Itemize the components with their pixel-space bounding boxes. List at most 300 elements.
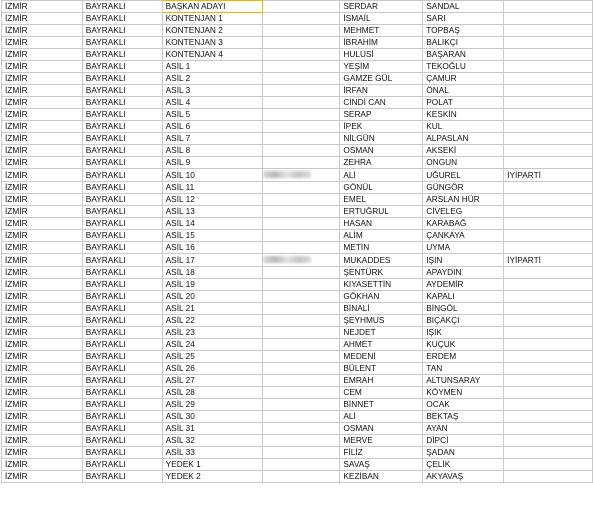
cell-not[interactable]: [504, 267, 593, 279]
table-row: [2, 37, 593, 49]
cell-ilce[interactable]: BAYRAKLI: [82, 303, 162, 315]
cell-il[interactable]: İZMİR: [2, 13, 83, 25]
cell-not[interactable]: [504, 109, 593, 121]
cell-il[interactable]: İZMİR: [2, 182, 83, 194]
cell-redacted[interactable]: [262, 387, 340, 399]
cell-il[interactable]: İZMİR: [2, 242, 83, 254]
table-row: [2, 399, 593, 411]
cell-ilce[interactable]: BAYRAKLI: [82, 375, 162, 387]
cell-soyad[interactable]: ÖNAL: [423, 85, 504, 97]
cell-ad[interactable]: ZEHRA: [340, 157, 423, 169]
cell-soyad[interactable]: IŞIN: [423, 254, 504, 267]
cell-soyad[interactable]: TAN: [423, 363, 504, 375]
cell-redacted[interactable]: [262, 109, 340, 121]
cell-gorev[interactable]: ASİL 8: [162, 145, 262, 157]
cell-not[interactable]: İYİPARTİ: [504, 169, 593, 182]
cell-gorev[interactable]: ASİL 7: [162, 133, 262, 145]
cell-il[interactable]: İZMİR: [2, 230, 83, 242]
cell-redacted[interactable]: [262, 13, 340, 25]
cell-ad[interactable]: ŞEYHMUS: [340, 315, 423, 327]
cell-gorev[interactable]: KONTENJAN 4: [162, 49, 262, 61]
cell-not[interactable]: [504, 206, 593, 218]
cell-redacted[interactable]: [262, 25, 340, 37]
cell-il[interactable]: İZMİR: [2, 447, 83, 459]
cell-ad[interactable]: EMRAH: [340, 375, 423, 387]
cell-ad[interactable]: İSMAİL: [340, 13, 423, 25]
cell-ad[interactable]: BİNALİ: [340, 303, 423, 315]
cell-not[interactable]: [504, 145, 593, 157]
cell-soyad[interactable]: ARSLAN HÜR: [423, 194, 504, 206]
cell-soyad[interactable]: TEKOĞLU: [423, 61, 504, 73]
cell-soyad[interactable]: AYDEMİR: [423, 279, 504, 291]
cell-not[interactable]: [504, 387, 593, 399]
cell-il[interactable]: İZMİR: [2, 363, 83, 375]
table-row: [2, 254, 593, 267]
cell-redacted[interactable]: [262, 363, 340, 375]
cell-not[interactable]: [504, 25, 593, 37]
cell-ilce[interactable]: BAYRAKLI: [82, 447, 162, 459]
cell-soyad[interactable]: ALPASLAN: [423, 133, 504, 145]
cell-il[interactable]: İZMİR: [2, 206, 83, 218]
cell-gorev[interactable]: ASİL 25: [162, 351, 262, 363]
cell-gorev[interactable]: ASİL 26: [162, 363, 262, 375]
cell-redacted[interactable]: [262, 121, 340, 133]
cell-ad[interactable]: İRFAN: [340, 85, 423, 97]
table-row: [2, 375, 593, 387]
cell-not[interactable]: [504, 121, 593, 133]
cell-not[interactable]: [504, 49, 593, 61]
cell-redacted[interactable]: [262, 423, 340, 435]
cell-redacted[interactable]: [262, 194, 340, 206]
cell-ilce[interactable]: BAYRAKLI: [82, 399, 162, 411]
cell-not[interactable]: [504, 73, 593, 85]
cell-redacted[interactable]: [262, 375, 340, 387]
cell-redacted[interactable]: [262, 447, 340, 459]
cell-gorev[interactable]: ASİL 33: [162, 447, 262, 459]
cell-redacted[interactable]: [262, 73, 340, 85]
cell-ilce[interactable]: BAYRAKLI: [82, 61, 162, 73]
cell-soyad[interactable]: BALIKÇI: [423, 37, 504, 49]
cell-redacted[interactable]: [262, 459, 340, 471]
cell-ilce[interactable]: BAYRAKLI: [82, 230, 162, 242]
cell-il[interactable]: İZMİR: [2, 121, 83, 133]
cell-il[interactable]: İZMİR: [2, 375, 83, 387]
cell-redacted[interactable]: [262, 169, 340, 182]
cell-redacted[interactable]: [262, 206, 340, 218]
cell-not[interactable]: [504, 182, 593, 194]
cell-ad[interactable]: HASAN: [340, 218, 423, 230]
cell-soyad[interactable]: ONGUN: [423, 157, 504, 169]
cell-ilce[interactable]: BAYRAKLI: [82, 387, 162, 399]
cell-il[interactable]: İZMİR: [2, 61, 83, 73]
cell-not[interactable]: [504, 85, 593, 97]
cell-redacted[interactable]: [262, 267, 340, 279]
cell-gorev[interactable]: ASİL 23: [162, 327, 262, 339]
cell-gorev[interactable]: ASİL 14: [162, 218, 262, 230]
table-row: [2, 327, 593, 339]
cell-gorev[interactable]: ASİL 31: [162, 423, 262, 435]
cell-il[interactable]: İZMİR: [2, 49, 83, 61]
cell-soyad[interactable]: OCAK: [423, 399, 504, 411]
cell-il[interactable]: İZMİR: [2, 1, 83, 13]
cell-redacted[interactable]: [262, 411, 340, 423]
cell-not[interactable]: İYİPARTİ: [504, 254, 593, 267]
cell-soyad[interactable]: BEKTAŞ: [423, 411, 504, 423]
cell-ilce[interactable]: BAYRAKLI: [82, 339, 162, 351]
cell-il[interactable]: İZMİR: [2, 145, 83, 157]
cell-gorev[interactable]: ASİL 17: [162, 254, 262, 267]
cell-not[interactable]: [504, 61, 593, 73]
cell-ad[interactable]: İBRAHİM: [340, 37, 423, 49]
cell-soyad[interactable]: KESKİN: [423, 109, 504, 121]
cell-not[interactable]: [504, 133, 593, 145]
cell-ad[interactable]: OSMAN: [340, 145, 423, 157]
table-row: [2, 49, 593, 61]
cell-gorev[interactable]: KONTENJAN 2: [162, 25, 262, 37]
cell-ad[interactable]: ERTUĞRUL: [340, 206, 423, 218]
cell-not[interactable]: [504, 97, 593, 109]
cell-soyad[interactable]: ŞADAN: [423, 447, 504, 459]
cell-il[interactable]: İZMİR: [2, 157, 83, 169]
cell-not[interactable]: [504, 411, 593, 423]
cell-ilce[interactable]: BAYRAKLI: [82, 37, 162, 49]
cell-ilce[interactable]: BAYRAKLI: [82, 471, 162, 483]
cell-gorev[interactable]: ASİL 3: [162, 85, 262, 97]
cell-ad[interactable]: OSMAN: [340, 423, 423, 435]
cell-il[interactable]: İZMİR: [2, 459, 83, 471]
cell-ilce[interactable]: BAYRAKLI: [82, 194, 162, 206]
cell-gorev[interactable]: ASİL 2: [162, 73, 262, 85]
cell-il[interactable]: İZMİR: [2, 218, 83, 230]
cell-gorev[interactable]: ASİL 27: [162, 375, 262, 387]
redacted-blur: [263, 256, 311, 263]
cell-il[interactable]: İZMİR: [2, 37, 83, 49]
cell-ad[interactable]: CEM: [340, 387, 423, 399]
cell-not[interactable]: [504, 435, 593, 447]
cell-ad[interactable]: NİLGÜN: [340, 133, 423, 145]
cell-ilce[interactable]: BAYRAKLI: [82, 49, 162, 61]
cell-il[interactable]: İZMİR: [2, 194, 83, 206]
cell-redacted[interactable]: [262, 49, 340, 61]
cell-ad[interactable]: GÖKHAN: [340, 291, 423, 303]
cell-ilce[interactable]: BAYRAKLI: [82, 351, 162, 363]
cell-redacted[interactable]: [262, 399, 340, 411]
cell-ilce[interactable]: BAYRAKLI: [82, 182, 162, 194]
cell-gorev[interactable]: ASİL 16: [162, 242, 262, 254]
cell-redacted[interactable]: [262, 254, 340, 267]
cell-ilce[interactable]: BAYRAKLI: [82, 13, 162, 25]
cell-soyad[interactable]: SANDAL: [423, 1, 504, 13]
cell-ilce[interactable]: BAYRAKLI: [82, 133, 162, 145]
cell-ilce[interactable]: BAYRAKLI: [82, 254, 162, 267]
cell-il[interactable]: İZMİR: [2, 254, 83, 267]
table-row: [2, 291, 593, 303]
cell-ilce[interactable]: BAYRAKLI: [82, 109, 162, 121]
cell-soyad[interactable]: TOPBAŞ: [423, 25, 504, 37]
cell-soyad[interactable]: AKYAVAŞ: [423, 471, 504, 483]
cell-gorev[interactable]: ASİL 30: [162, 411, 262, 423]
cell-not[interactable]: [504, 1, 593, 13]
cell-not[interactable]: [504, 351, 593, 363]
cell-redacted[interactable]: [262, 157, 340, 169]
cell-ad[interactable]: MUKADDES: [340, 254, 423, 267]
cell-ilce[interactable]: BAYRAKLI: [82, 97, 162, 109]
cell-ad[interactable]: BÜLENT: [340, 363, 423, 375]
cell-gorev[interactable]: BAŞKAN ADAYI: [162, 1, 262, 13]
table-row: [2, 423, 593, 435]
cell-gorev[interactable]: ASİL 6: [162, 121, 262, 133]
cell-gorev[interactable]: ASİL 24: [162, 339, 262, 351]
cell-il[interactable]: İZMİR: [2, 411, 83, 423]
cell-soyad[interactable]: KARABAĞ: [423, 218, 504, 230]
cell-il[interactable]: İZMİR: [2, 435, 83, 447]
cell-ad[interactable]: ALİ: [340, 169, 423, 182]
cell-not[interactable]: [504, 339, 593, 351]
cell-ad[interactable]: HULUSİ: [340, 49, 423, 61]
cell-ilce[interactable]: BAYRAKLI: [82, 291, 162, 303]
cell-soyad[interactable]: BAŞARAN: [423, 49, 504, 61]
cell-il[interactable]: İZMİR: [2, 97, 83, 109]
cell-soyad[interactable]: IŞIK: [423, 327, 504, 339]
cell-il[interactable]: İZMİR: [2, 291, 83, 303]
cell-not[interactable]: [504, 375, 593, 387]
cell-ilce[interactable]: BAYRAKLI: [82, 363, 162, 375]
cell-not[interactable]: [504, 230, 593, 242]
cell-il[interactable]: İZMİR: [2, 133, 83, 145]
cell-not[interactable]: [504, 157, 593, 169]
cell-il[interactable]: İZMİR: [2, 387, 83, 399]
cell-redacted[interactable]: [262, 339, 340, 351]
cell-ilce[interactable]: BAYRAKLI: [82, 423, 162, 435]
cell-ilce[interactable]: BAYRAKLI: [82, 267, 162, 279]
cell-ad[interactable]: KIYASETTİN: [340, 279, 423, 291]
cell-ad[interactable]: KEZİBAN: [340, 471, 423, 483]
cell-ilce[interactable]: BAYRAKLI: [82, 121, 162, 133]
cell-ad[interactable]: FİLİZ: [340, 447, 423, 459]
table-row: [2, 109, 593, 121]
cell-not[interactable]: [504, 315, 593, 327]
cell-redacted[interactable]: [262, 97, 340, 109]
cell-ilce[interactable]: BAYRAKLI: [82, 145, 162, 157]
cell-il[interactable]: İZMİR: [2, 303, 83, 315]
cell-soyad[interactable]: AYAN: [423, 423, 504, 435]
cell-redacted[interactable]: [262, 471, 340, 483]
table-row: [2, 351, 593, 363]
cell-redacted[interactable]: [262, 327, 340, 339]
cell-not[interactable]: [504, 327, 593, 339]
cell-soyad[interactable]: KUL: [423, 121, 504, 133]
cell-gorev[interactable]: YEDEK 2: [162, 471, 262, 483]
cell-ad[interactable]: ALİM: [340, 230, 423, 242]
cell-il[interactable]: İZMİR: [2, 279, 83, 291]
cell-redacted[interactable]: [262, 351, 340, 363]
cell-not[interactable]: [504, 459, 593, 471]
cell-soyad[interactable]: CİVELEG: [423, 206, 504, 218]
cell-ad[interactable]: GAMZE GÜL: [340, 73, 423, 85]
table-body: [2, 1, 593, 483]
cell-ilce[interactable]: BAYRAKLI: [82, 206, 162, 218]
cell-ilce[interactable]: BAYRAKLI: [82, 315, 162, 327]
table-row: [2, 194, 593, 206]
cell-redacted[interactable]: [262, 315, 340, 327]
cell-soyad[interactable]: POLAT: [423, 97, 504, 109]
cell-ad[interactable]: BİNNET: [340, 399, 423, 411]
cell-redacted[interactable]: [262, 303, 340, 315]
cell-soyad[interactable]: KUÇUK: [423, 339, 504, 351]
cell-not[interactable]: [504, 218, 593, 230]
cell-soyad[interactable]: SARI: [423, 13, 504, 25]
cell-il[interactable]: İZMİR: [2, 267, 83, 279]
cell-il[interactable]: İZMİR: [2, 315, 83, 327]
cell-ad[interactable]: CİNDİ CAN: [340, 97, 423, 109]
cell-soyad[interactable]: KÖYMEN: [423, 387, 504, 399]
cell-soyad[interactable]: AKSEKİ: [423, 145, 504, 157]
cell-ad[interactable]: MEHMET: [340, 25, 423, 37]
cell-soyad[interactable]: KAPALI: [423, 291, 504, 303]
cell-soyad[interactable]: ÇANKAYA: [423, 230, 504, 242]
cell-ilce[interactable]: BAYRAKLI: [82, 169, 162, 182]
cell-ad[interactable]: ALİ: [340, 411, 423, 423]
cell-gorev[interactable]: ASİL 5: [162, 109, 262, 121]
cell-not[interactable]: [504, 447, 593, 459]
cell-not[interactable]: [504, 423, 593, 435]
cell-gorev[interactable]: ASİL 1: [162, 61, 262, 73]
cell-ad[interactable]: MEDENİ: [340, 351, 423, 363]
cell-gorev[interactable]: ASİL 21: [162, 303, 262, 315]
cell-ad[interactable]: NEJDET: [340, 327, 423, 339]
cell-gorev[interactable]: ASİL 28: [162, 387, 262, 399]
cell-soyad[interactable]: BİNGÖL: [423, 303, 504, 315]
cell-soyad[interactable]: ERDEM: [423, 351, 504, 363]
cell-ad[interactable]: EMEL: [340, 194, 423, 206]
cell-ad[interactable]: AHMET: [340, 339, 423, 351]
cell-not[interactable]: [504, 303, 593, 315]
cell-il[interactable]: İZMİR: [2, 327, 83, 339]
cell-redacted[interactable]: [262, 37, 340, 49]
cell-ilce[interactable]: BAYRAKLI: [82, 218, 162, 230]
cell-redacted[interactable]: [262, 230, 340, 242]
cell-redacted[interactable]: [262, 133, 340, 145]
cell-redacted[interactable]: [262, 145, 340, 157]
cell-soyad[interactable]: APAYDIN: [423, 267, 504, 279]
cell-ilce[interactable]: BAYRAKLI: [82, 411, 162, 423]
cell-il[interactable]: İZMİR: [2, 25, 83, 37]
cell-soyad[interactable]: UYMA: [423, 242, 504, 254]
cell-redacted[interactable]: [262, 218, 340, 230]
cell-ilce[interactable]: BAYRAKLI: [82, 73, 162, 85]
cell-gorev[interactable]: ASİL 10: [162, 169, 262, 182]
cell-ilce[interactable]: BAYRAKLI: [82, 435, 162, 447]
cell-ilce[interactable]: BAYRAKLI: [82, 327, 162, 339]
cell-il[interactable]: İZMİR: [2, 169, 83, 182]
cell-ilce[interactable]: BAYRAKLI: [82, 157, 162, 169]
cell-gorev[interactable]: ASİL 18: [162, 267, 262, 279]
cell-gorev[interactable]: ASİL 15: [162, 230, 262, 242]
cell-gorev[interactable]: ASİL 11: [162, 182, 262, 194]
cell-ilce[interactable]: BAYRAKLI: [82, 25, 162, 37]
cell-redacted[interactable]: [262, 291, 340, 303]
cell-gorev[interactable]: ASİL 32: [162, 435, 262, 447]
cell-gorev[interactable]: ASİL 4: [162, 97, 262, 109]
cell-not[interactable]: [504, 194, 593, 206]
cell-il[interactable]: İZMİR: [2, 339, 83, 351]
cell-soyad[interactable]: BIÇAKÇI: [423, 315, 504, 327]
cell-ad[interactable]: İPEK: [340, 121, 423, 133]
cell-redacted[interactable]: [262, 1, 340, 13]
cell-redacted[interactable]: [262, 61, 340, 73]
table-row: [2, 230, 593, 242]
cell-ad[interactable]: GÖNÜL: [340, 182, 423, 194]
cell-gorev[interactable]: ASİL 19: [162, 279, 262, 291]
cell-il[interactable]: İZMİR: [2, 399, 83, 411]
cell-soyad[interactable]: DİPCİ: [423, 435, 504, 447]
cell-ilce[interactable]: BAYRAKLI: [82, 85, 162, 97]
cell-ad[interactable]: SAVAŞ: [340, 459, 423, 471]
cell-soyad[interactable]: GÜNGÖR: [423, 182, 504, 194]
cell-gorev[interactable]: ASİL 9: [162, 157, 262, 169]
cell-not[interactable]: [504, 37, 593, 49]
cell-soyad[interactable]: ÇELİK: [423, 459, 504, 471]
cell-gorev[interactable]: KONTENJAN 3: [162, 37, 262, 49]
cell-ad[interactable]: YEŞİM: [340, 61, 423, 73]
cell-gorev[interactable]: ASİL 12: [162, 194, 262, 206]
cell-ilce[interactable]: BAYRAKLI: [82, 279, 162, 291]
cell-not[interactable]: [504, 242, 593, 254]
cell-redacted[interactable]: [262, 182, 340, 194]
cell-gorev[interactable]: ASİL 22: [162, 315, 262, 327]
cell-gorev[interactable]: ASİL 29: [162, 399, 262, 411]
table-row: [2, 25, 593, 37]
cell-not[interactable]: [504, 291, 593, 303]
table-row: [2, 411, 593, 423]
cell-ad[interactable]: SERAP: [340, 109, 423, 121]
cell-ad[interactable]: ŞENTÜRK: [340, 267, 423, 279]
table-row: [2, 315, 593, 327]
cell-not[interactable]: [504, 363, 593, 375]
table-row: [2, 447, 593, 459]
cell-redacted[interactable]: [262, 435, 340, 447]
cell-gorev[interactable]: KONTENJAN 1: [162, 13, 262, 25]
cell-ad[interactable]: MERVE: [340, 435, 423, 447]
cell-ilce[interactable]: BAYRAKLI: [82, 242, 162, 254]
cell-il[interactable]: İZMİR: [2, 351, 83, 363]
cell-gorev[interactable]: YEDEK 1: [162, 459, 262, 471]
cell-not[interactable]: [504, 471, 593, 483]
cell-not[interactable]: [504, 399, 593, 411]
cell-ilce[interactable]: BAYRAKLI: [82, 459, 162, 471]
cell-soyad[interactable]: ALTUNSARAY: [423, 375, 504, 387]
cell-ad[interactable]: SERDAR: [340, 1, 423, 13]
cell-soyad[interactable]: ÇAMUR: [423, 73, 504, 85]
cell-not[interactable]: [504, 13, 593, 25]
table-row: [2, 471, 593, 483]
cell-soyad[interactable]: UĞUREL: [423, 169, 504, 182]
cell-il[interactable]: İZMİR: [2, 85, 83, 97]
cell-redacted[interactable]: [262, 242, 340, 254]
cell-ad[interactable]: METİN: [340, 242, 423, 254]
cell-redacted[interactable]: [262, 85, 340, 97]
cell-il[interactable]: İZMİR: [2, 73, 83, 85]
cell-il[interactable]: İZMİR: [2, 423, 83, 435]
cell-gorev[interactable]: ASİL 13: [162, 206, 262, 218]
cell-not[interactable]: [504, 279, 593, 291]
cell-redacted[interactable]: [262, 279, 340, 291]
cell-ilce[interactable]: BAYRAKLI: [82, 1, 162, 13]
cell-il[interactable]: İZMİR: [2, 109, 83, 121]
cell-gorev[interactable]: ASİL 20: [162, 291, 262, 303]
candidate-list-table: [1, 0, 593, 483]
cell-il[interactable]: İZMİR: [2, 471, 83, 483]
